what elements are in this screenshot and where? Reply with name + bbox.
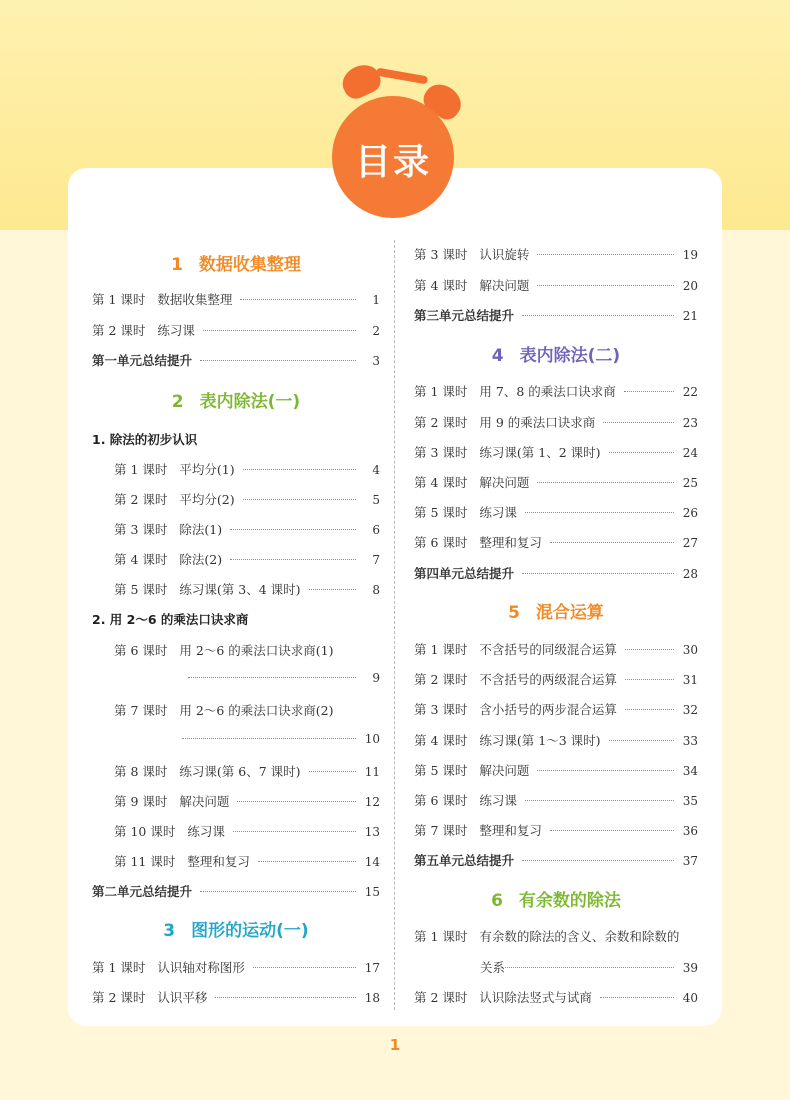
unit-heading-4[interactable]: 4 表内除法(二) [491,346,621,366]
toc-entry[interactable]: 第 2 课时 认识平移 18 [92,990,380,1005]
toc-entry[interactable]: 第 2 课时 用 9 的乘法口诀求商 23 [414,415,698,430]
toc-entry[interactable]: 第 7 课时 用 2～6 的乘法口诀求商(2) [114,703,334,718]
unit-summary-entry[interactable]: 第五单元总结提升 37 [414,853,698,868]
toc-entry[interactable]: 第 4 课时 练习课(第 1～3 课时) 33 [414,733,698,748]
toc-entry[interactable]: 第 2 课时 平均分(2) 5 [114,492,380,507]
toc-entry-continuation[interactable]: 10 [182,732,380,746]
unit-summary-entry[interactable]: 第二单元总结提升 15 [92,884,380,899]
toc-entry[interactable]: 第 2 课时 认识除法竖式与试商 40 [414,990,698,1005]
toc-entry[interactable]: 第 1 课时 认识轴对称图形 17 [92,960,380,975]
toc-entry[interactable]: 第 11 课时 整理和复习 14 [114,854,380,869]
toc-entry[interactable]: 第 3 课时 认识旋转 19 [414,247,698,262]
toc-entry-continuation[interactable]: 9 [188,671,380,685]
toc-entry[interactable]: 第 5 课时 练习课 26 [414,505,698,520]
toc-entry[interactable]: 第 1 课时 平均分(1) 4 [114,462,380,477]
clock-handle [376,68,429,85]
toc-entry[interactable]: 第 6 课时 用 2～6 的乘法口诀求商(1) [114,643,334,658]
toc-entry[interactable]: 第 1 课时 有余数的除法的含义、余数和除数的 [414,929,680,944]
toc-entry[interactable]: 第 4 课时 解决问题 20 [414,278,698,293]
toc-entry[interactable]: 第 6 课时 整理和复习 27 [414,535,698,550]
toc-entry[interactable]: 第 5 课时 练习课(第 3、4 课时) 8 [114,582,380,597]
toc-entry[interactable]: 第 2 课时 不含括号的两级混合运算 31 [414,672,698,687]
toc-entry[interactable]: 第 4 课时 除法(2) 7 [114,552,380,567]
unit-summary-entry[interactable]: 第三单元总结提升 21 [414,308,698,323]
toc-entry[interactable]: 第 8 课时 练习课(第 6、7 课时) 11 [114,764,380,779]
toc-entry[interactable]: 第 10 课时 练习课 13 [114,824,380,839]
toc-entry[interactable]: 第 3 课时 含小括号的两步混合运算 32 [414,702,698,717]
toc-entry[interactable]: 第 3 课时 除法(1) 6 [114,522,380,537]
toc-entry[interactable]: 第 1 课时 用 7、8 的乘法口诀求商 22 [414,384,698,399]
unit-heading-2[interactable]: 2 表内除法(一) [171,392,301,412]
unit-heading-1[interactable]: 1 数据收集整理 [171,255,301,275]
section-heading: 1. 除法的初步认识 [92,432,198,447]
toc-entry[interactable]: 第 6 课时 练习课 35 [414,793,698,808]
toc-entry[interactable]: 第 7 课时 整理和复习 36 [414,823,698,838]
unit-heading-6[interactable]: 6 有余数的除法 [491,891,621,911]
unit-summary-entry[interactable]: 第一单元总结提升 3 [92,353,380,368]
section-heading: 2. 用 2～6 的乘法口诀求商 [92,612,249,627]
unit-heading-3[interactable]: 3 图形的运动(一) [163,921,309,941]
unit-summary-entry[interactable]: 第四单元总结提升 28 [414,566,698,581]
toc-entry-continuation[interactable]: 关系 39 [480,960,698,975]
toc-entry[interactable]: 第 9 课时 解决问题 12 [114,794,380,809]
unit-heading-5[interactable]: 5 混合运算 [508,603,604,623]
toc-entry[interactable]: 第 3 课时 练习课(第 1、2 课时) 24 [414,445,698,460]
toc-entry[interactable]: 第 5 课时 解决问题 34 [414,763,698,778]
column-divider [394,240,395,1010]
alarm-clock-icon [330,58,470,218]
page-title: 目录 [354,142,431,183]
toc-entry[interactable]: 第 1 课时 不含括号的同级混合运算 30 [414,642,698,657]
toc-entry[interactable]: 第 2 课时 练习课 2 [92,323,380,338]
clock-bell-left [337,59,384,102]
page-number: 1 [389,1036,401,1054]
toc-entry[interactable]: 第 1 课时 数据收集整理 1 [92,292,380,307]
toc-entry[interactable]: 第 4 课时 解决问题 25 [414,475,698,490]
